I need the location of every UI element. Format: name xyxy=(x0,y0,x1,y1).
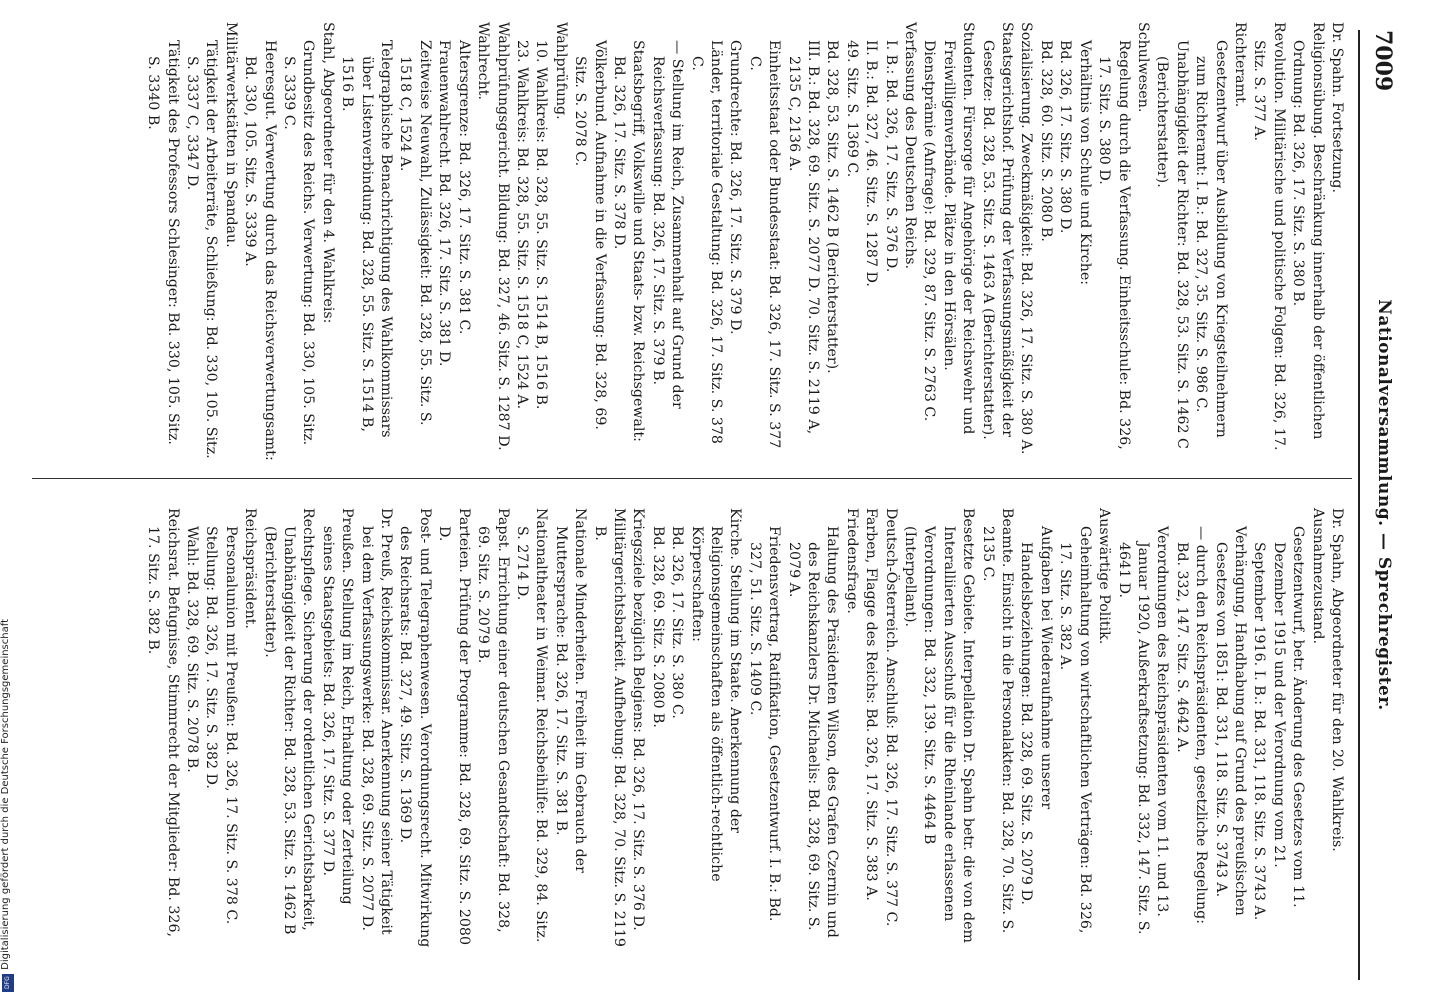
left-column xyxy=(143,22,1346,462)
index-entry: Verordnungen des Reichspräsidenten vom 11. und 13. Januar 1920, Außerkraftsetzung: Bd. 332, 147. Sitz. S. 4641 D. xyxy=(1115,526,1171,935)
index-entry: Frauenwahlrecht. Bd. 326, 17. Sitz. S. 381 D. xyxy=(436,40,453,367)
index-entry: Völkerbund. Aufnahme in die Verfassung: Bd. 328, 69. Sitz. S. 2078 C. xyxy=(572,40,608,430)
index-entry: Altersgrenze: Bd. 326, 17. Sitz. S. 381 C. xyxy=(455,40,472,335)
index-entry: Post- und Telegraphenwesen. Verordnungsrecht. Mitwirkung des Reichsrats: Bd. 327, 49. Sitz. S. 1369 D. xyxy=(397,508,433,948)
index-entry: — Stellung im Reich, Zusammenhalt auf Grund der Reichsverfassung: Bd. 326, 17. Sitz. S. 379 B. xyxy=(649,40,686,409)
index-entry: III. B.: Bd. 328, 69. Sitz. S. 2077 D. 70. Sitz. S. 2119 A, 2135 C, 2136 A. xyxy=(785,40,822,435)
index-entry: Reichsrat. Befugnisse, Stimmrecht der Mitglieder: Bd. 326, 17. Sitz. S. 382 B. xyxy=(145,508,181,937)
index-entry: Stahl, Abgeordneter für den 4. Wahlkreis: xyxy=(319,22,336,324)
index-entry: Papst. Errichtung einer deutschen Gesandtschaft: Bd. 328, 69. Sitz. S. 2079 B. xyxy=(475,508,511,933)
index-entry: Auswärtige Politik. xyxy=(1096,508,1113,645)
running-title: Nationalversammlung. — Sprechregister. xyxy=(1374,299,1394,711)
index-entry: Bd. 328, 69. Sitz. S. 2080 B. xyxy=(649,526,666,728)
index-entry: 23. Wahlkreis: Bd. 328, 55. Sitz. S. 1518 C, 1524 A. xyxy=(513,40,530,410)
index-entry: Bd. 326, 17. Sitz. S. 380 C. xyxy=(669,526,686,719)
index-entry: Aufgaben bei Wiederaufnahme unserer Handelsbeziehungen: Bd. 328, 69. Sitz. S. 2079 D. xyxy=(1018,526,1054,905)
index-entry: Friedensfrage. xyxy=(843,508,860,614)
index-entry: Haltung des Präsidenten Wilson, des Grafen Czernin und des Reichskanzlers Dr. Michaelis: Bd. 328, 69. Sitz. S. 2079 A. xyxy=(785,526,841,938)
right-column xyxy=(143,508,1346,948)
index-entry: Personalunion mit Preußen: Bd. 326, 17. Sitz. S. 378 C. xyxy=(222,526,239,925)
index-entry: Militärgerichtsbarkeit. Aufhebung: Bd. 328, 70. Sitz. S. 2119 B. xyxy=(591,508,627,947)
index-entry: Verfassung des Deutschen Reichs. xyxy=(902,22,919,270)
index-entry: Deutsch-Österreich. Anschluß: Bd. 326, 17. Sitz. S. 377 C. xyxy=(882,508,899,927)
index-entry: Parteien. Prüfung der Programme: Bd. 328, 69. Sitz. S. 2080 D. xyxy=(436,508,472,945)
index-entry: Militärwerkstätten in Spandau. xyxy=(222,22,239,248)
index-entry: Einheitsstaat oder Bundesstaat: Bd. 326, 17. Sitz. S. 377 C. xyxy=(746,40,783,449)
index-entry: II. B.: Bd. 327, 46. Sitz. S. 1287 D. xyxy=(863,40,880,287)
index-entry: Studenten. Fürsorge für Angehörige der Reichswehr und Freiwilligenverbände. Plätze in den Hörsälen. Dienstprämie (Anfrage): Bd. 329, 87. Sitz. S. 2763 C. xyxy=(921,22,977,435)
index-entry: Dr. Spahn, Abgeordneter für den 20. Wahlkreis. xyxy=(1329,508,1345,852)
index-entry: Staatsbegriff, Volkswille und Staats- bzw. Reichsgewalt: Bd. 326, 17. Sitz. S. 378 D. xyxy=(610,40,647,442)
page-header xyxy=(1364,30,1404,980)
header-rule xyxy=(1358,30,1360,980)
index-entry: Sozialisierung. Zweckmäßigkeit: Bd. 326, 17. Sitz. S. 380 A. xyxy=(1018,22,1035,455)
index-entry: Schulwesen. xyxy=(1134,22,1151,113)
index-entry: — durch den Reichspräsidenten, gesetzliche Regelung: Bd. 332, 147. Sitz. S. 4642 A. xyxy=(1173,526,1210,925)
index-entry: Preußen. Stellung im Reich, Erhaltung oder Zerteilung seines Staatsgebiets: Bd. 326, 17. Sitz. S. 377 D. xyxy=(319,508,356,905)
digitization-credit xyxy=(0,0,16,1000)
index-entry: Beamte. Einsicht in die Personalakten: Bd. 328, 70. Sitz. S. 2135 C. xyxy=(979,508,1016,934)
index-entry: Dr. Preuß, Reichskommissar. Anerkennung seiner Tätigkeit bei dem Verfassungswerke: Bd. 328, 69. Sitz. S. 2077 D. xyxy=(358,508,395,935)
index-entry: Tätigkeit der Arbeiterräte, Schließung: Bd. 330, 105. Sitz. S. 3337 C, 3347 D. xyxy=(184,40,220,459)
index-entry: Tätigkeit des Professors Schlesinger: Bd. 330, 105. Sitz. S. 3340 B. xyxy=(145,40,181,445)
credit-text: Digitalisierung gefördert durch die Deutsche Forschungsgemeinschaft xyxy=(0,619,11,970)
index-entry: Reichspräsident. xyxy=(242,508,259,629)
index-entry: Wahlprüfungsgericht. Bildung: Bd. 327, 46. Sitz. S. 1287 D. xyxy=(494,22,511,451)
index-entry: Besetzte Gebiete. Interpellation Dr. Spahn betr. die von dem Interalliierten Ausschuß für die Rheinlande erlassenen Verordnungen: Bd. 332, 139. Sitz. S. 4464 B (Interpellant). xyxy=(902,508,977,943)
index-entry: Stellung: Bd. 326, 17. Sitz. S. 382 D. xyxy=(203,526,220,789)
index-entry: Wahlprüfung. xyxy=(552,22,569,120)
index-entry: Friedensvertrag, Ratifikation, Gesetzentwurf. I. B.: Bd. 327, 51. Sitz. S. 1409 C. xyxy=(746,526,783,922)
index-entry: Grundbesitz des Reichs. Verwertung: Bd. 330, 105. Sitz. S. 3339 C. xyxy=(281,40,317,446)
index-entry: Kriegsziele bezüglich Belgiens: Bd. 326, 17. Sitz. S. 376 D. xyxy=(630,508,647,931)
index-entry: Wahl: Bd. 328, 69. Sitz. S. 2078 B. xyxy=(184,526,201,773)
index-entry: Nationale Minderheiten. Freiheit im Gebrauch der Muttersprache: Bd. 326, 17. Sitz. S. 381 B. xyxy=(552,508,589,873)
index-entry: Farben, Flagge des Reichs: Bd. 326, 17. Sitz. S. 383 A. xyxy=(863,508,880,901)
index-entry: Wahlrecht. xyxy=(475,22,492,100)
index-entry: Grundrechte: Bd. 326, 17. Sitz. S. 379 D. xyxy=(727,40,744,335)
index-entry: Heeresgut. Verwertung durch das Reichsverwertungsamt: Bd. 330, 105. Sitz. S. 3339 A. xyxy=(242,40,278,461)
index-entry: Revolution. Militärische und politische Folgen: Bd. 326, 17. Sitz. S. 377 A. xyxy=(1251,22,1287,451)
index-entry: Bd. 328, 53. Sitz. S. 1462 B (Berichterstatter). xyxy=(824,40,841,374)
index-entry: Länder, territoriale Gestaltung: Bd. 326, 17. Sitz. S. 378 C. xyxy=(688,40,724,444)
index-entry: I. B.: Bd. 326, 17. Sitz. S. 376 D. xyxy=(882,40,899,273)
index-entry: Bd. 328, 60. Sitz. S. 2080 B. xyxy=(1037,40,1054,242)
index-entry: Unabhängigkeit der Richter: Bd. 328, 53. Sitz. S. 1462 C (Berichterstatter). xyxy=(1154,40,1190,449)
index-entry: Kirche. Stellung im Staate. Anerkennung der Religionsgemeinschaften als öffentlich-rechtliche Körperschaften: xyxy=(688,508,744,882)
column-divider xyxy=(32,478,1352,479)
index-entry: Ausnahmezustand. xyxy=(1309,508,1326,645)
index-entry: Nationaltheater in Weimar. Reichsbeihilfe: Bd. 329, 84. Sitz. S. 2714 D. xyxy=(513,508,550,943)
index-entry: Verhältnis von Schule und Kirche: xyxy=(1076,40,1093,286)
dfg-logo: DFG xyxy=(2,974,14,992)
index-entry: Gesetzentwurf, betr. Änderung des Gesetzes vom 11. Dezember 1915 und der Verordnung vom 21. September 1916. I. B.: Bd. 331, 118. Sitz. S. 3743 A. xyxy=(1251,526,1307,921)
index-entry: Verhängung, Handhabung auf Grund des preußischen Gesetzes von 1851: Bd. 331, 118. Sitz. S. 3743 A. xyxy=(1212,526,1248,916)
index-entry: Geheimhaltung von wirtschaftlichen Verträgen: Bd. 326, 17. Sitz. S. 382 A. xyxy=(1057,526,1093,934)
index-entry: Gesetzentwurf über Ausbildung von Kriegsteilnehmern zum Richteramt: I. B.: Bd. 327, 35. Sitz. S. 986 C. xyxy=(1193,40,1229,438)
index-entry: Rechtspflege. Sicherung der ordentlichen Gerichtsbarkeit, Unabhängigkeit der Richter: Bd. 328, 53. Sitz. S. 1462 B (Berichterstatter). xyxy=(261,508,317,935)
index-entry: Zeitweise Neuwahl, Zulässigkeit: Bd. 328, 55. Sitz. S. 1518 C, 1524 A. xyxy=(397,40,433,426)
index-entry: Richteramt. xyxy=(1231,22,1248,108)
index-entry: Staatsgerichtshof. Prüfung der Verfassungsmäßigkeit der Gesetze: Bd. 328, 53. Sitz. S. 1463 A (Berichterstatter). xyxy=(979,22,1016,440)
index-entry: Telegraphische Benachrichtigung des Wahlkommissars über Listenverbindung: Bd. 328, 55. Sitz. S. 1514 B, 1516 B. xyxy=(339,40,395,438)
index-entry: Regelung durch die Verfassung. Einheitsschule: Bd. 326, 17. Sitz. S. 380 D. xyxy=(1096,40,1132,450)
index-entry: Bd. 326, 17. Sitz. S. 380 D. xyxy=(1057,40,1074,234)
index-entry: Dr. Spahn. Fortsetzung. xyxy=(1329,22,1345,193)
index-entry: 10. Wahlkreis: Bd. 328, 55. Sitz. S. 1514 B, 1516 B. xyxy=(533,40,550,410)
index-entry: Religionsübung. Beschränkung innerhalb der öffentlichen Ordnung: Bd. 326, 17. Sitz. S. 380 B. xyxy=(1290,22,1326,440)
index-entry: 49. Sitz. S. 1369 C. xyxy=(843,40,860,178)
page-number: 7009 xyxy=(1370,30,1396,92)
